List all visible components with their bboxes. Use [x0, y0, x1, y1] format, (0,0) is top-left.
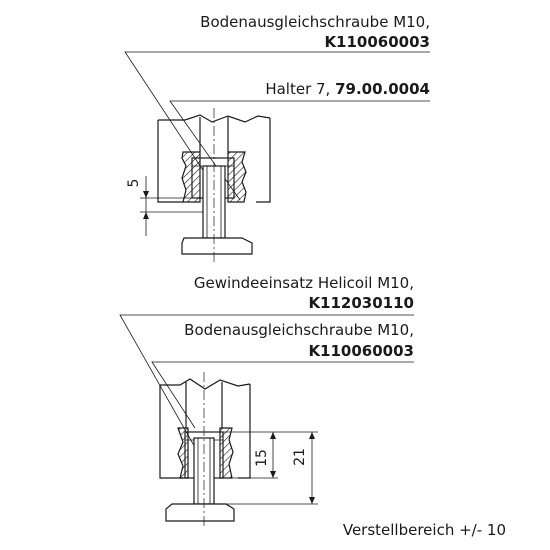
- bottom-dim-21-arrow-top: [309, 432, 315, 439]
- bottom-dim-15: 15: [254, 449, 270, 467]
- bottom-dim-15-arrow-top: [270, 432, 276, 439]
- bottom-housing-break-line: [160, 379, 250, 389]
- bottom-screw-part-number: K110060003: [308, 342, 414, 360]
- helicoil-part-number: K112030110: [308, 294, 414, 312]
- top-screw-part-number: K110060003: [324, 33, 430, 51]
- top-dim-arrow-upper: [143, 191, 149, 198]
- bottom-screw-label: Bodenausgleichschraube M10,: [184, 321, 414, 339]
- helicoil-label: Gewindeeinsatz Helicoil M10,: [193, 274, 414, 292]
- adjustment-range-label: Verstellbereich +/- 10: [342, 521, 506, 539]
- bottom-foot: [166, 504, 234, 521]
- holder-label: [265, 80, 430, 98]
- top-assembly: [125, 13, 430, 262]
- bottom-dim-21: 21: [292, 448, 308, 466]
- bottom-wall-left: [178, 428, 188, 478]
- bottom-screw-leader: [152, 362, 414, 428]
- bottom-assembly: [120, 274, 506, 539]
- top-wall-left: [182, 152, 200, 202]
- top-foot: [182, 238, 252, 254]
- top-screw-leader: [125, 52, 430, 199]
- bottom-dim-15-arrow-bottom: [270, 471, 276, 478]
- holder-label-text: Halter 7,: [265, 80, 336, 98]
- top-screw-label: Bodenausgleichschraube M10,: [200, 13, 430, 31]
- bottom-dim-21-arrow-bottom: [309, 497, 315, 504]
- holder-part-number: 79.00.0004: [335, 80, 430, 98]
- top-dim-5: 5: [126, 178, 142, 188]
- top-wall-right: [228, 152, 246, 202]
- bottom-wall-right: [220, 428, 233, 478]
- top-dim-arrow-lower: [143, 212, 149, 219]
